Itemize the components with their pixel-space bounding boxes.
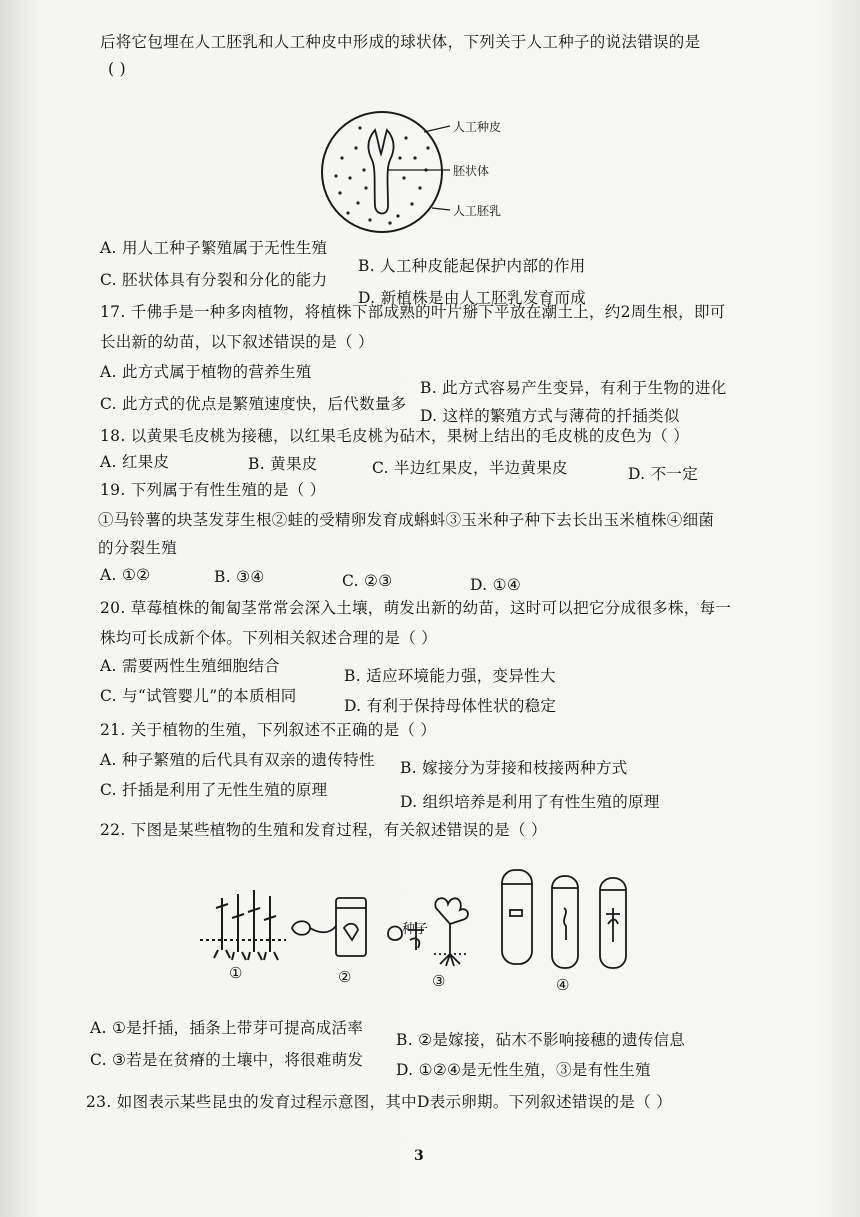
q21-stem: 21. 关于植物的生殖，下列叙述不正确的是（ ） (100, 721, 437, 739)
q19-option-b: B. ③④ (214, 568, 265, 586)
q21-option-c: C. 扦插是利用了无性生殖的原理 (100, 781, 328, 799)
q16-option-c: C. 胚状体具有分裂和分化的能力 (100, 271, 328, 289)
q20-option-d: D. 有利于保持母体性状的稳定 (344, 697, 557, 715)
q19-items-line2: 的分裂生殖 (98, 539, 178, 557)
q20-option-c: C. 与“试管婴儿”的本质相同 (100, 687, 297, 705)
q17-option-d: D. 这样的繁殖方式与薄荷的扦插类似 (420, 407, 680, 425)
q20-stem-line1: 20. 草莓植株的匍匐茎常常会深入土壤，萌发出新的幼苗，这时可以把它分成很多株，每一 (100, 599, 732, 617)
q17-stem-line1: 17. 千佛手是一种多肉植物，将植株下部成熟的叶片掰下平放在潮土上，约2周生根，即可 (100, 303, 726, 321)
figure-label-4: ④ (556, 976, 570, 994)
q16-stem-line2: ( ) (108, 60, 126, 78)
q17-option-c: C. 此方式的优点是繁殖速度快，后代数量多 (100, 395, 407, 413)
label-embryoid: 胚状体 (453, 164, 490, 178)
figure-label-3: ③ (432, 972, 446, 990)
q21-option-a: A. 种子繁殖的后代具有双亲的遗传特性 (100, 751, 375, 769)
figure-label-2: ② (338, 968, 352, 986)
plant-reproduction-figure (196, 868, 656, 998)
label-artificial-endosperm: 人工胚乳 (453, 204, 502, 218)
q18-option-b: B. 黄果皮 (248, 455, 318, 473)
artificial-seed-figure (320, 108, 520, 238)
label-artificial-seed-coat: 人工种皮 (453, 120, 502, 134)
q20-option-b: B. 适应环境能力强，变异性大 (344, 667, 556, 685)
q19-option-d: D. ①④ (470, 576, 522, 594)
q18-option-c: C. 半边红果皮，半边黄果皮 (372, 459, 568, 477)
q22-option-c: C. ③若是在贫瘠的土壤中，将很难萌发 (90, 1051, 364, 1069)
q17-option-b: B. 此方式容易产生变异，有利于生物的进化 (420, 379, 727, 397)
q20-option-a: A. 需要两性生殖细胞结合 (100, 657, 280, 675)
q17-option-a: A. 此方式属于植物的营养生殖 (100, 363, 312, 381)
q22-option-b: B. ②是嫁接，砧木不影响接穗的遗传信息 (396, 1031, 686, 1049)
q23-stem: 23. 如图表示某些昆虫的发育过程示意图，其中D表示卵期。下列叙述错误的是（ ） (86, 1093, 672, 1111)
q16-option-b: B. 人工种皮能起保护内部的作用 (358, 257, 586, 275)
page-number: 3 (414, 1148, 424, 1164)
q22-option-a: A. ①是扦插，插条上带芽可提高成活率 (90, 1019, 364, 1037)
q19-stem: 19. 下列属于有性生殖的是（ ） (100, 481, 326, 499)
figure-label-1: ① (229, 964, 243, 982)
q19-option-c: C. ②③ (342, 572, 393, 590)
q22-option-d: D. ①②④是无性生殖，③是有性生殖 (396, 1061, 651, 1079)
q16-option-d: D. 新植株是由人工胚乳发育而成 (358, 289, 587, 307)
q16-option-a: A. 用人工种子繁殖属于无性生殖 (100, 239, 328, 257)
q19-items-line1: ①马铃薯的块茎发芽生根②蛙的受精卵发育成蝌蚪③玉米种子种下去长出玉米植株④细菌 (98, 511, 715, 529)
q20-stem-line2: 株均可长成新个体。下列相关叙述合理的是（ ） (100, 629, 438, 647)
q18-option-a: A. 红果皮 (100, 453, 170, 471)
seed-label: 种子 (402, 922, 429, 937)
q21-option-d: D. 组织培养是利用了有性生殖的原理 (400, 793, 660, 811)
q18-option-d: D. 不一定 (628, 465, 699, 483)
q19-option-a: A. ①② (100, 566, 151, 584)
q16-stem-line1: 后将它包埋在人工胚乳和人工种皮中形成的球状体，下列关于人工种子的说法错误的是 (100, 33, 701, 51)
q22-stem: 22. 下图是某些植物的生殖和发育过程，有关叙述错误的是（ ） (100, 821, 547, 839)
q21-option-b: B. 嫁接分为芽接和枝接两种方式 (400, 759, 628, 777)
q18-stem: 18. 以黄果毛皮桃为接穗，以红果毛皮桃为砧木，果树上结出的毛皮桃的皮色为（ ） (100, 427, 690, 445)
q17-stem-line2: 长出新的幼苗，以下叙述错误的是（ ） (100, 333, 374, 351)
